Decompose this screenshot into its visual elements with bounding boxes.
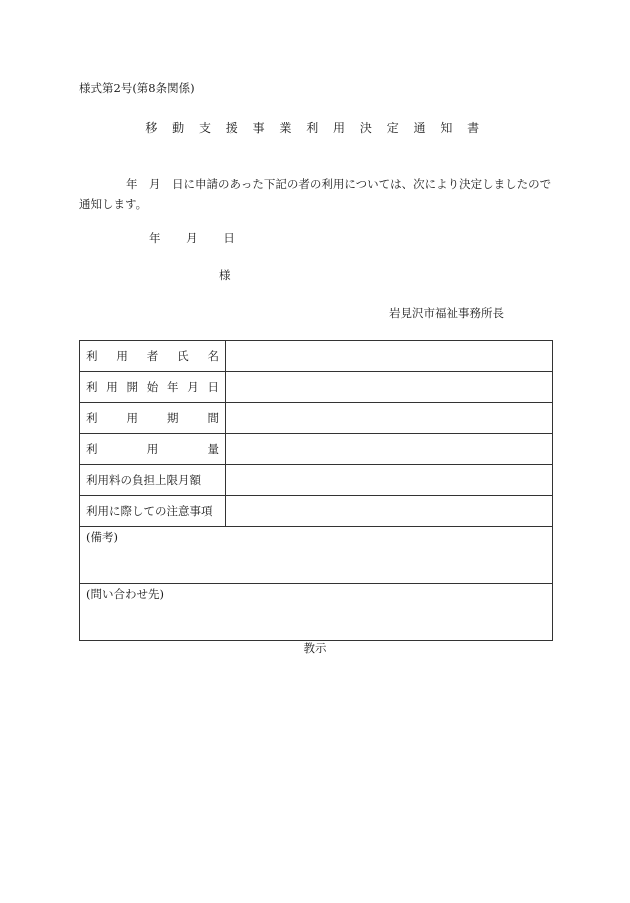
form-number: 様式第2号(第8条関係) xyxy=(79,81,195,95)
row-label xyxy=(80,434,226,465)
date-year: 年 xyxy=(149,231,161,245)
footer-instruction: 教示 xyxy=(303,641,327,655)
contact-label: (問い合わせ先) xyxy=(86,587,164,601)
row-label-char: 用 xyxy=(126,411,138,425)
decision-table xyxy=(79,340,553,641)
row-label xyxy=(80,341,226,372)
remarks-cell[interactable] xyxy=(80,527,553,584)
row-label-char: 利 xyxy=(86,442,98,456)
row-label xyxy=(80,465,226,496)
row-label-char: 氏 xyxy=(177,349,189,363)
row-label-char: 用 xyxy=(106,380,118,394)
row-label-char: 間 xyxy=(207,411,219,425)
intro-text: 年 月 日に申請のあった下記の者の利用については、次により決定しましたので通知します。 xyxy=(79,177,552,211)
table-row xyxy=(80,434,553,465)
sender-name: 岩見沢市福祉事務所長 xyxy=(389,306,504,320)
row-label-text: 利用料の負担上限月額 xyxy=(86,473,201,487)
row-label xyxy=(80,496,226,527)
row-label-char: 利 xyxy=(86,380,98,394)
remarks-label: (備考) xyxy=(86,530,118,544)
row-value-field[interactable] xyxy=(226,465,553,496)
row-label-char: 用 xyxy=(146,442,159,456)
date-month: 月 xyxy=(186,231,198,245)
row-label-char: 名 xyxy=(207,349,219,363)
row-label-char: 期 xyxy=(167,411,179,425)
row-label-char: 月 xyxy=(187,380,199,394)
row-label-char: 利 xyxy=(86,349,98,363)
issue-date xyxy=(149,230,257,246)
intro-paragraph xyxy=(79,174,559,214)
row-label-char: 年 xyxy=(167,380,179,394)
table-row xyxy=(80,465,553,496)
table-row xyxy=(80,372,553,403)
table-row xyxy=(80,341,553,372)
row-label-char: 始 xyxy=(146,380,159,394)
row-label-char: 者 xyxy=(146,349,159,363)
row-value-field[interactable] xyxy=(226,372,553,403)
table-row xyxy=(80,403,553,434)
row-value-field[interactable] xyxy=(226,496,553,527)
row-label xyxy=(80,372,226,403)
row-label-char: 開 xyxy=(126,380,138,394)
row-label-text: 利用に際しての注意事項 xyxy=(86,504,213,518)
row-label-char: 量 xyxy=(207,442,219,456)
row-label-char: 用 xyxy=(116,349,128,363)
row-label xyxy=(80,403,226,434)
document-title: 移 動 支 援 事 業 利 用 決 定 通 知 書 xyxy=(145,121,485,135)
row-label-char: 利 xyxy=(86,411,98,425)
contact-cell[interactable] xyxy=(80,584,553,641)
row-value-field[interactable] xyxy=(226,341,553,372)
row-value-field[interactable] xyxy=(226,403,553,434)
row-label-char: 日 xyxy=(207,380,219,394)
addressee-suffix: 様 xyxy=(219,268,231,282)
row-value-field[interactable] xyxy=(226,434,553,465)
table-row xyxy=(80,496,553,527)
date-day: 日 xyxy=(223,231,235,245)
